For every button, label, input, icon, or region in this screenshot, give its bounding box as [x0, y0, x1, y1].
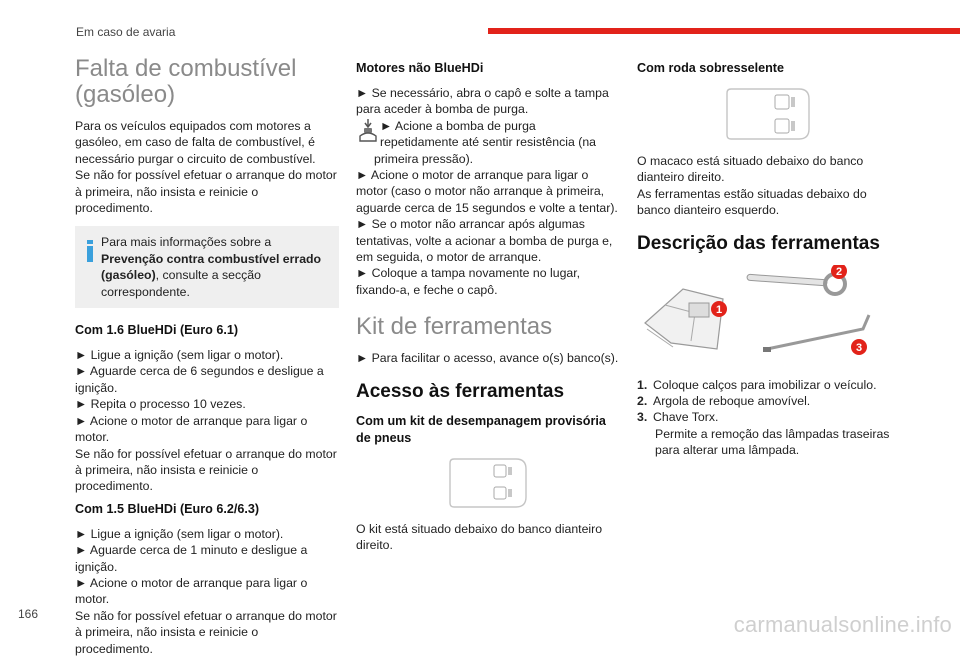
section-title-access: Acesso às ferramentas — [356, 380, 565, 402]
watermark: carmanualsonline.info — [733, 612, 952, 637]
intro-text: Para os veículos equipados com motores a gasóleo, em caso de falta de combustível, é necessário purgar o circuito de combustível. — [75, 119, 316, 166]
note-text: As ferramentas estão situadas debaixo do banco dianteiro esquerdo. — [637, 186, 867, 218]
wheel-chock-image — [645, 289, 723, 349]
info-box — [75, 226, 339, 308]
note-text: Se não for possível efetuar o arranque do motor à primeira, não insista e reinicie o procedimento. — [75, 608, 337, 656]
header-accent-bar — [488, 28, 960, 34]
step-item: ► Coloque a tampa novamente no lugar, fixando-a, e feche o capô. — [356, 266, 581, 297]
section-title-toolkit: Kit de ferramentas — [356, 313, 553, 341]
callout-1 — [711, 301, 727, 317]
car-seat-location-diagram — [725, 85, 815, 143]
subsection-title-euro62: Com 1.5 BlueHDi (Euro 6.2/6.3) — [75, 501, 260, 516]
info-text: Para mais informações sobre a Prevenção contra combustível errado (gasóleo), consulte a secção correspondente. — [101, 235, 322, 299]
pump-step — [356, 118, 622, 167]
subsection-title-repair-kit: Com um kit de desempanagem provisória de pneus — [356, 413, 606, 445]
car-seat-location-diagram — [448, 455, 530, 511]
intro-text-2: Se não for possível efetuar o arranque do motor à primeira, não insista e reinicie o procedimento. — [75, 168, 337, 216]
step-item: ► Ligue a ignição (sem ligar o motor). — [75, 348, 284, 363]
section-title-fuel: Falta de combustível (gasóleo) — [75, 55, 297, 108]
step-item: ► Aguarde cerca de 6 segundos e desligue a ignição. — [75, 364, 324, 395]
subsection-title-spare-wheel: Com roda sobresselente — [637, 61, 784, 75]
list-item: 3. Chave Torx. — [637, 410, 719, 425]
tools-illustration — [637, 265, 877, 365]
column-2 — [356, 60, 622, 554]
list-item: 2. Argola de reboque amovível. — [637, 394, 811, 409]
note-text: Se não for possível efetuar o arranque do motor à primeira, não insista e reinicie o procedimento. — [75, 446, 337, 494]
info-icon — [87, 240, 93, 262]
svg-text:1: 1 — [715, 303, 723, 316]
list-item-detail: Permite a remoção das lâmpadas traseiras para alterar uma lâmpada. — [655, 426, 890, 458]
info-link-bold: Prevenção contra combustível errado (gasóleo) — [101, 251, 322, 283]
section-header: Em caso de avaria — [76, 25, 176, 39]
page-number: 166 — [18, 607, 39, 621]
step-item: ► Acione o motor de arranque para ligar o motor. — [75, 575, 308, 607]
step-item: ► Ligue a ignição (sem ligar o motor). — [75, 526, 284, 541]
step-item: ► Acione o motor de arranque para ligar o motor. — [75, 413, 308, 445]
note-text: O macaco está situado debaixo do banco dianteiro direito. — [637, 154, 864, 185]
column-3 — [637, 60, 903, 459]
step-item: ► Acione o motor de arranque para ligar o motor (caso o motor não arranque à primeira, aguarde cerca de 15 segundos e volte a tentar). — [356, 168, 618, 215]
callout-3 — [851, 339, 867, 355]
subsection-title-non-bluehdi: Motores não BlueHDi — [356, 61, 484, 75]
section-title-tool-description: Descrição das ferramentas — [637, 232, 880, 254]
priming-pump-icon — [356, 118, 380, 144]
svg-text:2: 2 — [835, 265, 843, 278]
tow-ring-image — [747, 274, 845, 294]
step-item: ► Aguarde cerca de 1 minuto e desligue a ignição. — [75, 543, 308, 574]
step-item: ► Repita o processo 10 vezes. — [75, 397, 246, 412]
step-item: ► Se o motor não arrancar após algumas tentativas, volte a acionar a bomba de purga e, em seguida, o motor de arranque. — [356, 217, 613, 265]
svg-text:3: 3 — [855, 341, 863, 354]
list-item: 1. Coloque calços para imobilizar o veículo. — [637, 377, 877, 392]
step-item: ► Acione a bomba de purga repetidamente até sentir resistência (na primeira pressão). — [374, 118, 596, 166]
step-item: ► Se necessário, abra o capô e solte a tampa para aceder à bomba de purga. — [356, 86, 609, 117]
column-1 — [75, 56, 339, 657]
note-text: O kit está situado debaixo do banco dianteiro direito. — [356, 521, 603, 553]
subsection-title-euro61: Com 1.6 BlueHDi (Euro 6.1) — [75, 323, 239, 338]
step-item: ► Para facilitar o acesso, avance o(s) banco(s). — [356, 351, 619, 366]
